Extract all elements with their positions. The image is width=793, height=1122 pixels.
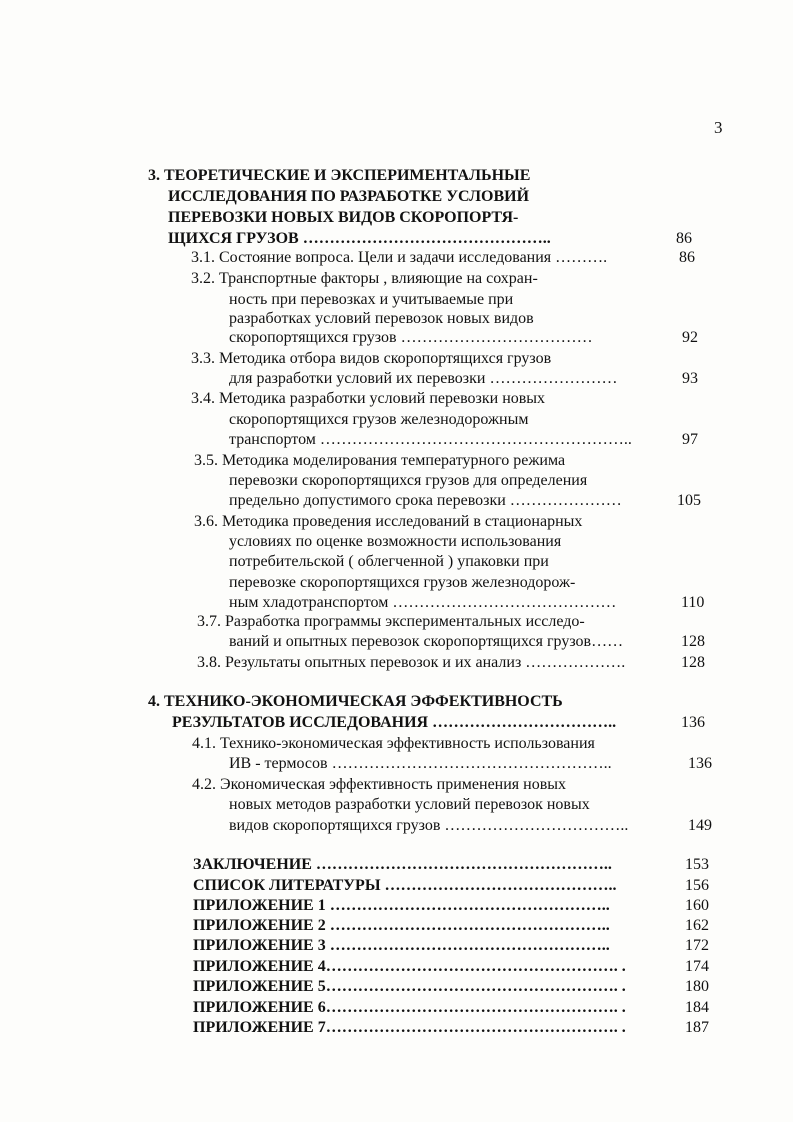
toc-item-text: транспортом ………………………………………………….. [229, 431, 632, 448]
toc-page-number: 92 [682, 329, 698, 346]
toc-page-number: 128 [681, 633, 705, 650]
toc-item-text: новых методов разработки условий перевозок новых [229, 796, 590, 813]
toc-chapter-4-title-line-1: 4. ТЕХНИКО-ЭКОНОМИЧЕСКАЯ ЭФФЕКТИВНОСТЬ [148, 693, 563, 710]
toc-end-item-label: ПРИЛОЖЕНИЕ 4………………………………………………. . [193, 958, 626, 975]
toc-page-number: 97 [682, 431, 698, 448]
page-number: 3 [714, 118, 723, 137]
toc-item-text: 4.1. Технико-экономическая эффективность использования [192, 735, 595, 752]
toc-item-text: 3.4. Методика разработки условий перевозки новых [191, 390, 546, 407]
toc-item-text: разработках условий перевозок новых видов [229, 310, 534, 327]
toc-chapter-3-title-line-1: 3. ТЕОРЕТИЧЕСКИЕ И ЭКСПЕРИМЕНТАЛЬНЫЕ [148, 167, 531, 184]
toc-page-number: 93 [682, 370, 698, 387]
toc-item-text: перевозки скоропортящихся грузов для определения [229, 472, 588, 489]
toc-page-number: 86 [676, 230, 692, 247]
toc-page-number: 136 [688, 755, 712, 772]
toc-end-item-label: ЗАКЛЮЧЕНИЕ ……………………………………………….. [193, 856, 612, 873]
toc-chapter-4-title-line-2: РЕЗУЛЬТАТОВ ИССЛЕДОВАНИЯ …………………………….. [172, 714, 617, 731]
toc-item-text: потребительской ( облегченной ) упаковки при [229, 553, 549, 570]
toc-item-text: условиях по оценке возможности использования [229, 533, 562, 550]
toc-end-item-label: ПРИЛОЖЕНИЕ 1 …………………………………………….. [193, 897, 610, 914]
toc-page-number: 184 [685, 999, 709, 1016]
toc-page-number: 136 [681, 714, 705, 731]
toc-item-text: 3.8. Результаты опытных перевозок и их анализ ………………. [197, 654, 626, 671]
toc-item-text: 3.3. Методика отбора видов скоропортящихся грузов [191, 350, 552, 367]
toc-item-text: ность при перевозках и учитываемые при [229, 291, 514, 308]
toc-item-text: 3.6. Методика проведения исследований в стационарных [194, 513, 583, 530]
toc-item-text: предельно допустимого срока перевозки ………………… [229, 492, 622, 509]
toc-item-text: для разработки условий их перевозки …………………… [229, 370, 618, 387]
toc-page-number: 153 [685, 856, 709, 873]
toc-item-text: 4.2. Экономическая эффективность применения новых [192, 776, 567, 793]
toc-item-text: скоропортящихся грузов железнодорожным [229, 411, 529, 428]
toc-chapter-3-title-line-2: ИССЛЕДОВАНИЯ ПО РАЗРАБОТКЕ УСЛОВИЙ [168, 188, 530, 205]
toc-page-number: 187 [685, 1019, 709, 1036]
toc-page-number: 172 [685, 937, 709, 954]
toc-item-text: видов скоропортящихся грузов …………………………….. [229, 817, 629, 834]
toc-item-text: 3.5. Методика моделирования температурного режима [194, 452, 566, 469]
toc-page-number: 105 [677, 492, 701, 509]
toc-page-number: 128 [681, 654, 705, 671]
toc-item-text: ИВ - термосов …………………………………………….. [229, 755, 612, 772]
toc-end-item-label: ПРИЛОЖЕНИЕ 7………………………………………………. . [193, 1019, 626, 1036]
toc-end-item-label: ПРИЛОЖЕНИЕ 3 …………………………………………….. [193, 937, 610, 954]
toc-page-number: 149 [688, 817, 712, 834]
toc-item-text: скоропортящихся грузов ……………………………… [229, 329, 593, 346]
toc-item-text: 3.1. Состояние вопроса. Цели и задачи исследования ………. [191, 249, 608, 266]
toc-end-item-label: ПРИЛОЖЕНИЕ 2 …………………………………………….. [193, 917, 610, 934]
toc-item-text: 3.7. Разработка программы экспериментальных исследо- [197, 613, 585, 630]
toc-chapter-3-title-line-4: ЩИХСЯ ГРУЗОВ ……………………………………….. [168, 230, 551, 247]
toc-item-text: ным хладотранспортом …………………………………… [229, 594, 617, 611]
toc-page-number: 156 [685, 877, 709, 894]
toc-page-number: 86 [679, 249, 695, 266]
toc-item-text: 3.2. Транспортные факторы , влияющие на сохран- [191, 270, 538, 287]
toc-page-number: 110 [681, 594, 705, 611]
toc-end-item-label: ПРИЛОЖЕНИЕ 6………………………………………………. . [193, 999, 626, 1016]
toc-chapter-3-title-line-3: ПЕРЕВОЗКИ НОВЫХ ВИДОВ СКОРОПОРТЯ- [168, 209, 519, 226]
toc-page-number: 174 [685, 958, 709, 975]
toc-end-item-label: СПИСОК ЛИТЕРАТУРЫ …………………………………….. [193, 877, 617, 894]
toc-item-text: ваний и опытных перевозок скоропортящихся грузов…… [229, 633, 624, 650]
toc-page-number: 180 [685, 978, 709, 995]
toc-end-item-label: ПРИЛОЖЕНИЕ 5………………………………………………. . [193, 978, 626, 995]
toc-page-number: 162 [685, 917, 709, 934]
toc-item-text: перевозке скоропортящихся грузов железнодорож- [229, 574, 576, 591]
toc-page-number: 160 [685, 897, 709, 914]
